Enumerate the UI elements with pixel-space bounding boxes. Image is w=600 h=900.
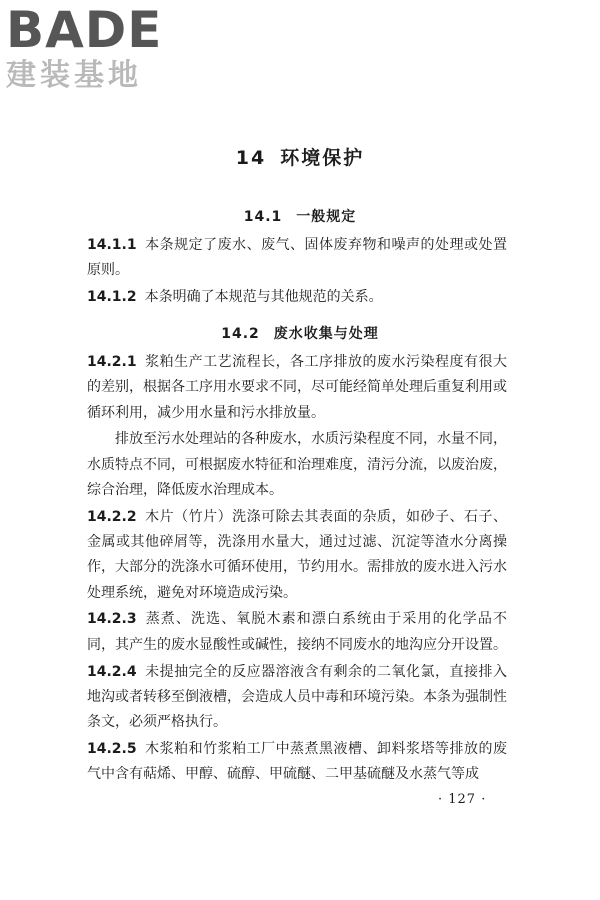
clause-number: 14.1.1 [87, 237, 137, 253]
clause-number: 14.2.2 [87, 508, 137, 525]
clause-text: 木浆粕和竹浆粕工厂中蒸煮黑液槽、卸料浆塔等排放的废气中含有萜烯、甲醇、硫醇、甲硫醚、二甲基硫醚及水蒸气等成 [87, 740, 507, 783]
clause-text: 本条规定了废水、废气、固体废弃物和噪声的处理或处置原则。 [87, 237, 507, 279]
section-body-14-1 [87, 233, 507, 312]
section-body-14-2 [87, 350, 507, 789]
clause-number: 14.2.5 [87, 740, 137, 757]
logo-subtitle: 建装基地 [6, 58, 142, 93]
clause-number: 14.2.1 [87, 354, 137, 370]
chapter-number: 14 [235, 147, 267, 169]
section-title-text: 一般规定 [296, 209, 357, 225]
clause-text: 未提抽完全的反应器溶液含有剩余的二氧化氯，直接排入地沟或者转移至倒液槽，会造成人员中毒和环境污染。本条为强制性条文，必须严格执行。 [87, 663, 507, 731]
clause-14-2-1 [87, 350, 507, 426]
section-title-14-2 [0, 323, 600, 343]
clause-14-2-2 [87, 505, 507, 606]
section-title-text: 废水收集与处理 [273, 326, 379, 342]
logo-wordmark: BADE [6, 1, 163, 59]
clause-text: 蒸煮、洗选、氧脱木素和漂白系统由于采用的化学品不同，其产生的废水显酸性或碱性，接纳不同废水的地沟应分开设置。 [87, 611, 507, 653]
clause-14-1-1 [87, 233, 507, 284]
section-number: 14.2 [221, 326, 260, 342]
chapter-title-text: 环境保护 [280, 147, 365, 169]
clause-text: 本条明确了本规范与其他规范的关系。 [144, 289, 383, 306]
clause-text: 木片（竹片）洗涤可除去其表面的杂质，如砂子、石子、金属或其他碎屑等，洗涤用水量大，通过过滤、沉淀等渣水分离操作，大部分的洗涤水可循环使用，节约用水。需排放的废水进入污水处理系统，避免对环境造成污染。 [87, 508, 507, 601]
clause-number: 14.2.4 [87, 663, 137, 680]
page-number: · 127 · [438, 792, 487, 807]
clause-number: 14.2.3 [87, 611, 137, 628]
chapter-title [0, 143, 600, 170]
section-title-14-1 [0, 206, 600, 226]
clause-14-1-2 [87, 285, 507, 310]
section-number: 14.1 [243, 209, 283, 225]
clause-number: 14.1.2 [87, 289, 137, 306]
clause-text: 浆粕生产工艺流程长，各工序排放的废水污染程度有很大的差别，根据各工序用水要求不同，尽可能经简单处理后重复利用或循环利用，减少用水量和污水排放量。 [87, 354, 507, 421]
clause-14-2-3 [87, 607, 507, 658]
clause-14-2-5 [87, 737, 507, 788]
clause-14-2-1-paragraph-2: 排放至污水处理站的各种废水，水质污染程度不同，水量不同，水质特点不同，可根据废水特征和治理难度，清污分流，以废治废，综合治理，降低废水治理成本。 [87, 431, 507, 498]
brand-logo [6, 2, 176, 94]
clause-14-2-4 [87, 660, 507, 736]
